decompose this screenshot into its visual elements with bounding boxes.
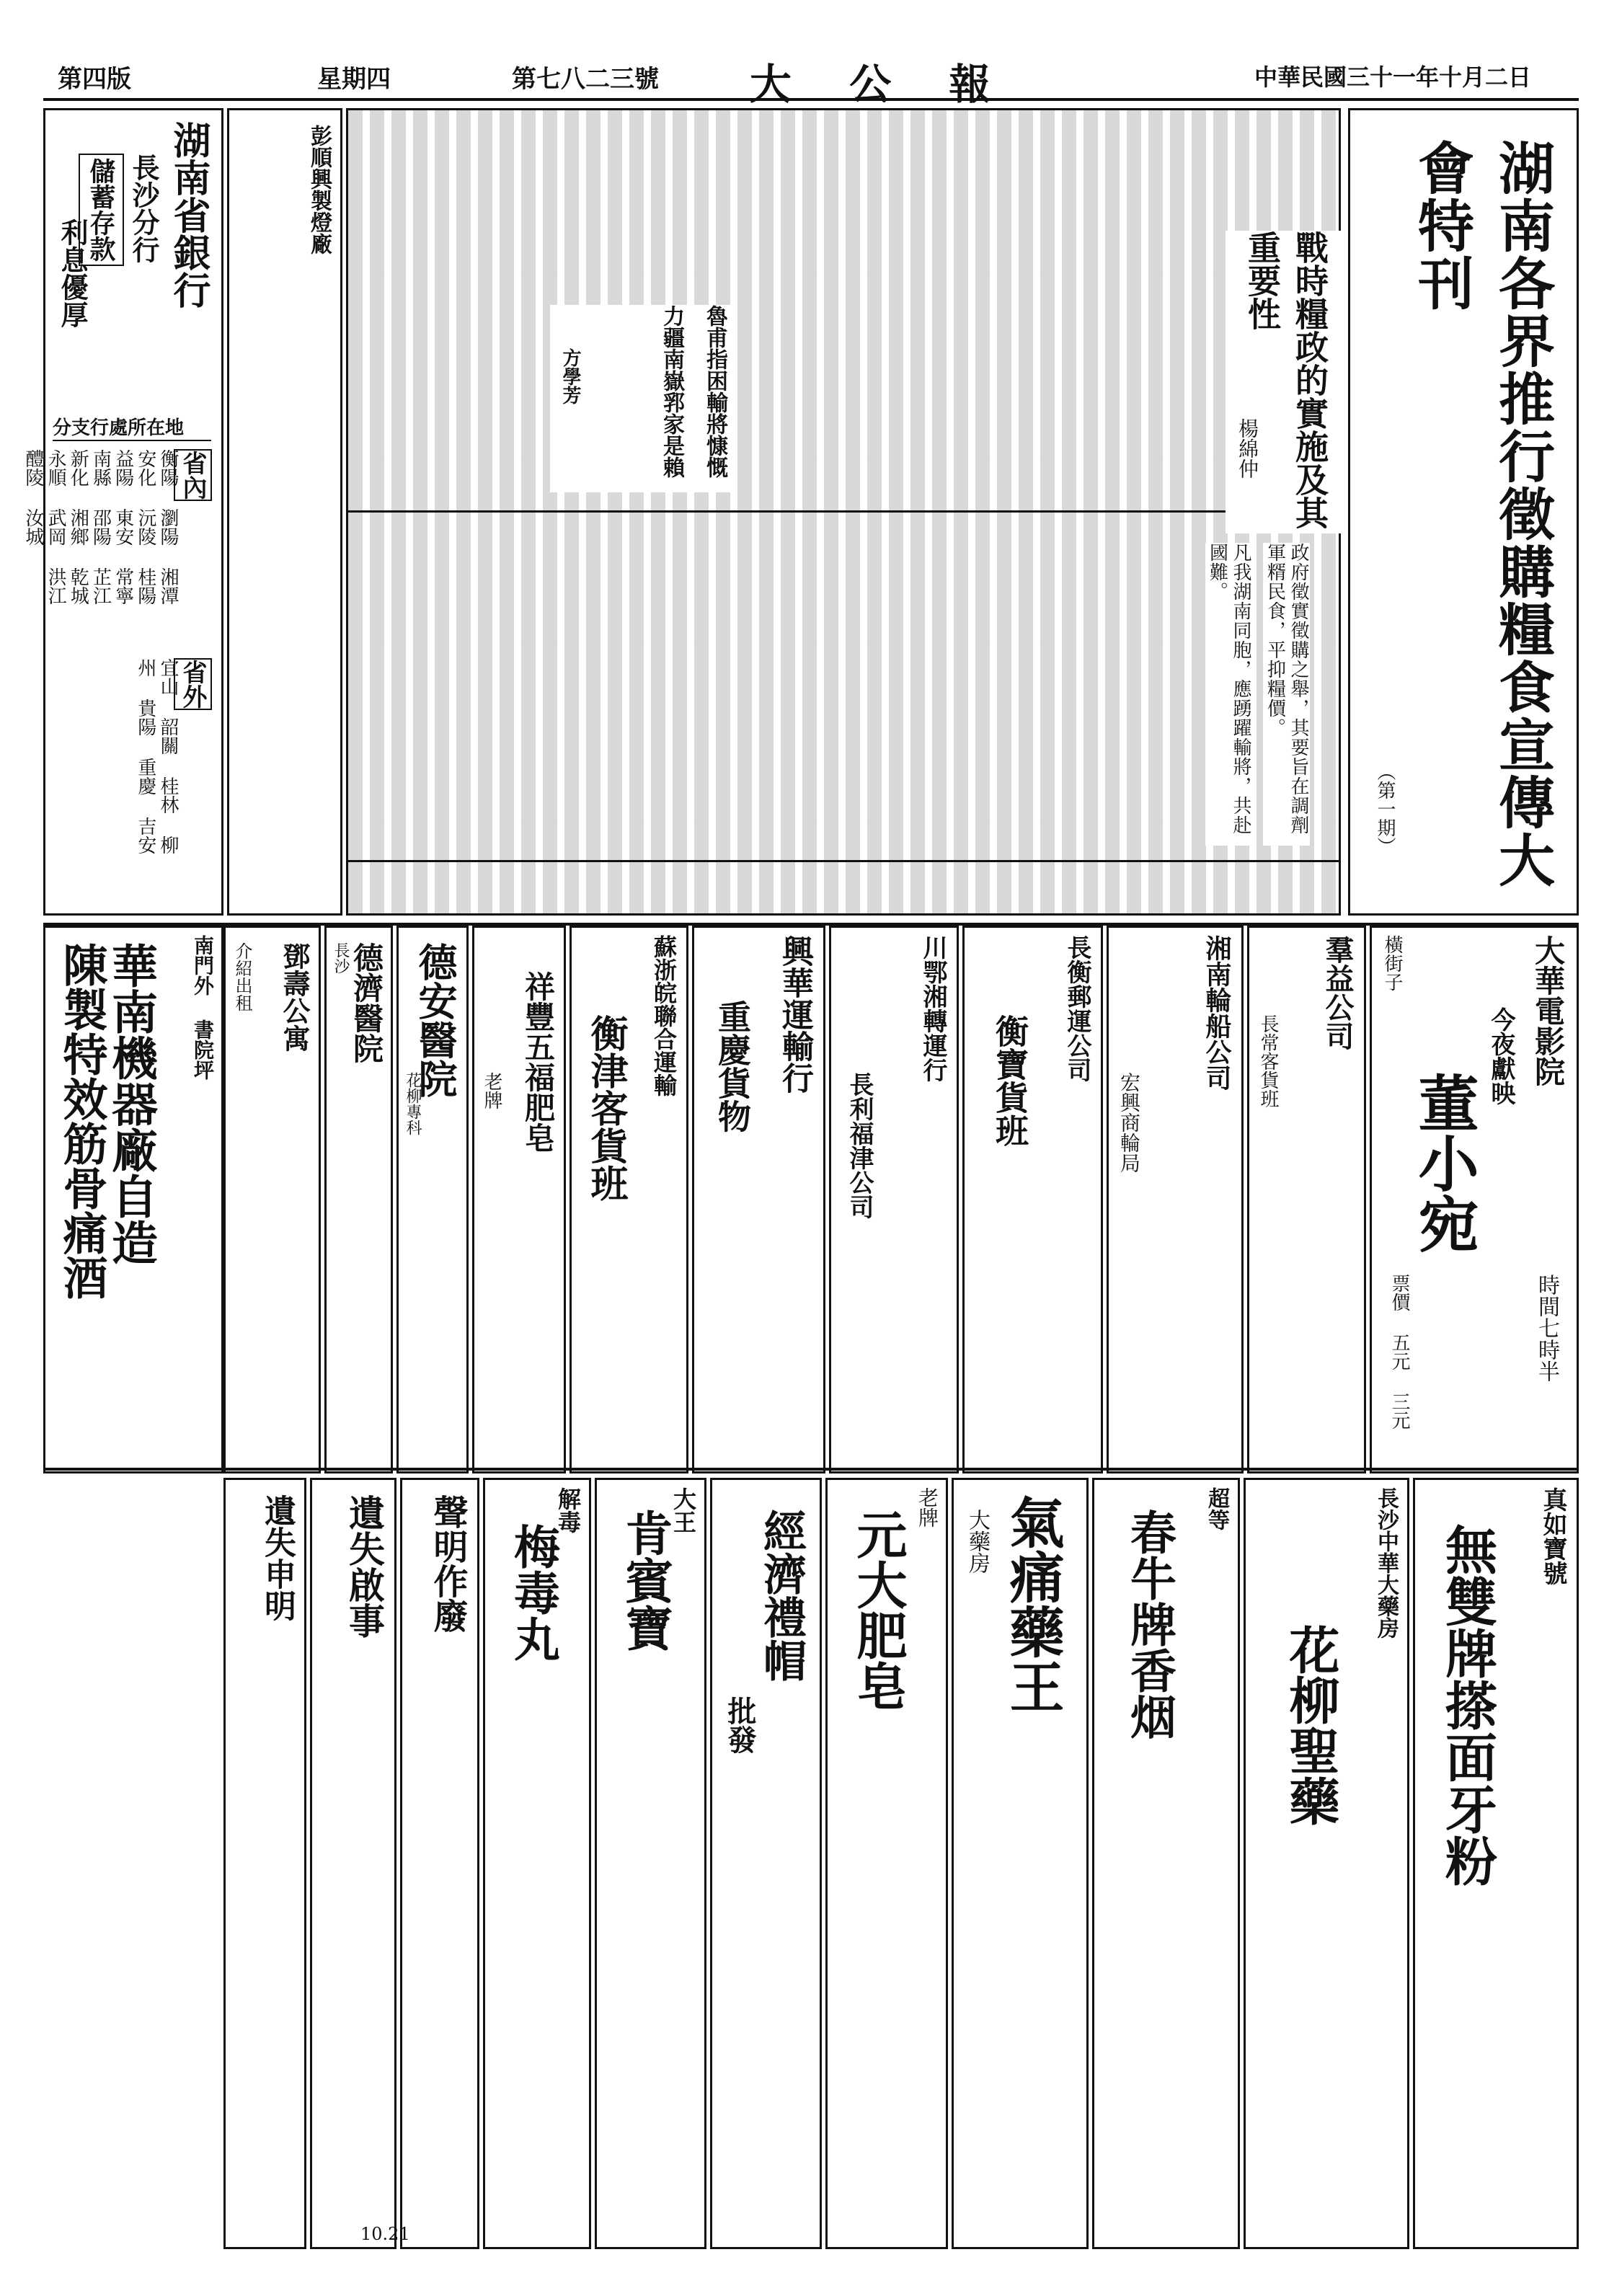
- ad2-10: [310, 1478, 396, 2249]
- ad-3-title: 長衡郵運公司: [1063, 935, 1091, 1082]
- ad2-3-sub: 超等: [1204, 1487, 1229, 1530]
- ad2-4-sub: 大藥房: [965, 1509, 990, 1574]
- city-11: 邵陽: [89, 508, 112, 546]
- ad2-11-title: 遺失申明: [259, 1494, 296, 1621]
- ad-5-sub: 重慶貨物: [713, 1000, 752, 1133]
- ad2-3-title: 春牛牌香烟: [1122, 1509, 1176, 1739]
- city-12: 芷江: [89, 567, 112, 605]
- article-title: 戰時糧政的實施及其重要性: [1243, 231, 1329, 529]
- ad2-5: [825, 1478, 948, 2249]
- outer-city-3: 桂林: [157, 776, 179, 814]
- outer-city-2: 韶關: [157, 717, 179, 755]
- outer-city-7: 吉安: [134, 817, 156, 854]
- bank-slogan: 利息優厚: [56, 218, 89, 328]
- article-title-box: [1226, 231, 1341, 533]
- newspaper-title: 大 公 報: [750, 60, 1013, 109]
- city-14: 湘鄉: [67, 508, 89, 546]
- ad-9-title: 德濟醫院: [349, 942, 384, 1063]
- bank-ad: [22, 108, 223, 916]
- ad2-6-sub: 批發: [723, 1696, 757, 1754]
- feature-headline: 湖南各界推行徵購糧食宣傳大會特刊: [1409, 139, 1555, 889]
- city-15: 乾城: [67, 567, 89, 605]
- ad-1: [1247, 926, 1366, 1473]
- city-2: 瀏陽: [157, 508, 179, 546]
- body-fragment-1: 政府徵實徵購之舉，其要旨在調劑軍糈民食，平抑糧價。: [1263, 543, 1310, 846]
- ad2-8-title: 梅毒丸: [506, 1523, 560, 1662]
- ad2-10-title: 遺失啟事: [343, 1494, 386, 1639]
- bank-branch: 長沙分行: [128, 154, 160, 263]
- ad-7: [472, 926, 566, 1473]
- ad-9: [324, 926, 393, 1473]
- bank-name: 湖南省銀行: [167, 121, 210, 309]
- feature-body: [346, 108, 1341, 916]
- city-20: 汝城: [22, 508, 44, 546]
- ad-8-title: 德安醫院: [412, 942, 458, 1098]
- city-5: 沅陵: [134, 508, 156, 546]
- ad-3: [962, 926, 1103, 1473]
- ad2-6: [710, 1478, 822, 2249]
- ad2-8-sub: 解毒: [554, 1487, 582, 1533]
- city-16: 永順: [45, 449, 67, 487]
- inner-label: 省內: [174, 449, 212, 501]
- ad-8-sub: 花柳專科: [404, 1072, 422, 1135]
- weekday: 星期四: [317, 65, 391, 94]
- city-18: 洪江: [45, 567, 67, 605]
- wine-title: 陳製特效筋骨痛酒: [56, 942, 108, 1300]
- ad-5-title: 興華運輸行: [776, 935, 813, 1094]
- cinema-times: 時間七時半: [1534, 1274, 1559, 1382]
- ad2-4-title: 氣痛藥王: [1001, 1494, 1065, 1714]
- factory-ad: [43, 926, 223, 1473]
- ad-row-2: [223, 1478, 1579, 2249]
- city-6: 桂陽: [134, 567, 156, 605]
- outer-city-1: 宜山: [157, 658, 179, 696]
- cinema-film: 董小宛: [1409, 1072, 1480, 1254]
- inner-cities: [22, 449, 179, 629]
- ad2-11: [223, 1478, 306, 2249]
- ad-5: [692, 926, 825, 1473]
- city-9: 常寧: [112, 567, 134, 605]
- headline-box: [1348, 108, 1579, 916]
- ad-2: [1107, 926, 1244, 1473]
- ad-1-title: 羣益公司: [1321, 935, 1355, 1050]
- factory-title: 華南機器廠自造: [104, 942, 158, 1265]
- ad-10: [223, 926, 321, 1473]
- city-13: 新化: [67, 449, 89, 487]
- ad-7-sub: 老牌: [481, 1072, 502, 1109]
- ad-10-title: 鄧壽公寓: [278, 942, 311, 1052]
- ad2-7: [595, 1478, 706, 2249]
- body-fragment-2: 凡我湖南同胞，應踴躍輸將，共赴國難。: [1205, 543, 1252, 846]
- ad2-5-sub: 老牌: [916, 1487, 939, 1528]
- ad2-2-sub: 長沙中華大藥房: [1373, 1487, 1399, 1639]
- city-10: 南縣: [89, 449, 112, 487]
- outer-cities: [134, 658, 179, 860]
- ad-7-title: 祥豐五福肥皂: [520, 971, 556, 1153]
- lamp-maker: 彭順興製燈廠: [306, 125, 332, 254]
- bank-savings: 儲蓄存款: [79, 154, 124, 266]
- ad-2-sub: 宏興商輪局: [1117, 1072, 1141, 1173]
- outer-city-5: 貴陽: [134, 699, 156, 736]
- ad2-4: [952, 1478, 1089, 2249]
- ad2-1: [1413, 1478, 1579, 2249]
- ad-6: [570, 926, 688, 1473]
- ad2-1-title: 無雙牌搽面牙粉: [1437, 1523, 1498, 1887]
- ad2-7-title: 肯賓寶: [617, 1509, 673, 1652]
- cinema-tonight: 今夜獻映: [1486, 1007, 1515, 1105]
- outer-province-box: [53, 658, 215, 874]
- ad-3-sub: 衡寶貨班: [991, 1014, 1029, 1147]
- ad-8: [396, 926, 469, 1473]
- outer-city-6: 重慶: [134, 758, 156, 795]
- date: 中華民國三十一年十月二日: [1254, 63, 1532, 91]
- ad2-1-sub: 真如寶號: [1538, 1487, 1567, 1585]
- masthead: [43, 50, 1579, 109]
- city-1: 衡陽: [157, 449, 179, 487]
- calligraphy-line-1: 魯甫指困輸將慷慨: [702, 305, 727, 478]
- ad-2-title: 湘南輪船公司: [1202, 935, 1232, 1091]
- tiny-code: 10.21: [360, 2224, 410, 2244]
- article-author: 楊綿仲: [1236, 418, 1259, 479]
- calligraphy-box: [550, 305, 737, 492]
- ad-row-1: [43, 923, 1579, 1471]
- inner-province-box: [22, 449, 215, 637]
- outer-city-4: 柳州: [134, 658, 179, 854]
- cinema-ad: [1370, 926, 1579, 1473]
- ad2-6-title: 經濟禮帽: [756, 1509, 807, 1682]
- page-number: 第四版: [58, 65, 131, 94]
- city-8: 東安: [112, 508, 134, 546]
- branch-header: 分支行處所在地: [53, 413, 211, 441]
- ad2-2: [1244, 1478, 1409, 2249]
- ad-4-title: 川鄂湘轉運行: [918, 935, 947, 1082]
- ad-4: [829, 926, 959, 1473]
- ad2-3: [1092, 1478, 1240, 2249]
- ad-9-sub: 長沙: [332, 942, 350, 974]
- issue-number: 第七八二三號: [512, 65, 659, 94]
- ad2-8: [483, 1478, 591, 2249]
- city-3: 湘潭: [157, 567, 179, 605]
- ad2-9: [400, 1478, 479, 2249]
- calligraphy-signature: 方學芳: [559, 348, 581, 404]
- outer-label: 省外: [174, 658, 212, 710]
- city-4: 安化: [134, 449, 156, 487]
- city-19: 醴陵: [22, 449, 44, 487]
- ad-6-sub: 衡津客貨班: [584, 1014, 628, 1202]
- ad2-2-title: 花柳聖藥: [1281, 1624, 1341, 1826]
- city-17: 武岡: [45, 508, 67, 546]
- factory-location: 南門外 書院坪: [191, 935, 215, 1080]
- city-7: 益陽: [112, 449, 134, 487]
- ad2-5-title: 元大肥皂: [848, 1509, 908, 1711]
- feature-sub: （第一期）: [1374, 762, 1396, 856]
- ad-6-title: 蘇浙皖聯合運輸: [650, 935, 678, 1096]
- ad-10-sub: 介紹出租: [232, 942, 252, 1011]
- calligraphy-line-2: 力疆南嶽郛家是賴: [659, 305, 684, 478]
- ad2-7-sub: 大王: [670, 1487, 697, 1533]
- cinema-location: 橫街子: [1381, 935, 1403, 991]
- lamp-ad: [227, 108, 342, 916]
- cinema-price: 票價 五元 三元: [1388, 1274, 1410, 1430]
- ad-1-sub: 長常客貨班: [1257, 1014, 1279, 1108]
- cinema-name: 大華電影院: [1530, 935, 1566, 1086]
- ad-4-sub: 長利福津公司: [845, 1072, 874, 1219]
- ad2-9-title: 聲明作廢: [427, 1494, 468, 1633]
